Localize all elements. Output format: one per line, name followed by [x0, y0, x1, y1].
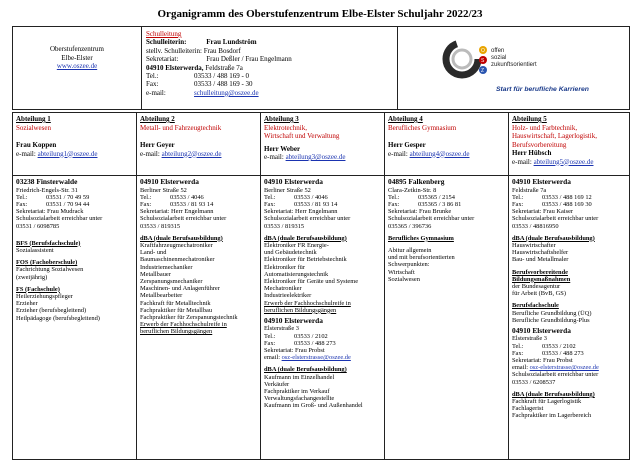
col3-street: Berliner Straße 52 — [264, 186, 311, 194]
deputy-label: stellv. Schulleiterin: — [146, 46, 202, 55]
department-3-email-label: e-mail: — [264, 153, 284, 161]
departments-table — [12, 112, 630, 460]
school-name-line2: Elbe-Elster — [61, 53, 93, 62]
department-5-subject-line1: Holz- und Farbtechnik, — [512, 123, 578, 132]
col3-dba-item: und Gebäudetechnik — [264, 249, 317, 257]
col4-tel: 035365 / 2154 — [418, 193, 455, 201]
col5-social2-line1: Schulsozialarbeit erreichbar unter — [512, 371, 599, 379]
col5-bv-heading-line1: Berufsvorbereitende — [512, 268, 568, 276]
col5-bv-heading-line2: Bildungsmaßnahmen — [512, 275, 571, 283]
col3-dba-item: Elektroniker für — [264, 263, 305, 271]
col4-bg-item: Wirtschaft — [388, 268, 415, 276]
col2-social-line1: Schulsozialarbeit erreichbar unter — [140, 215, 227, 223]
department-2-subject: Metall- und Fahrzeugtechnik — [140, 123, 222, 132]
col1-secretary: Sekretariat: Frau Mudrack — [16, 208, 84, 216]
col3-dba2-heading: dBA (duale Berufsausbildung) — [264, 366, 347, 374]
department-1-heading: Abteilung 1 — [16, 115, 51, 123]
col5-bs-heading: Berufsfachschule — [512, 302, 559, 310]
col1-fs-item: Heilpädagoge (berufsbegleitend) — [16, 314, 100, 322]
col2-dba-item: Industriemechaniker — [140, 263, 193, 271]
department-2-email-link[interactable]: abteilung2@oszee.de — [161, 149, 222, 158]
leadership-email-link[interactable]: schulleitung@oszee.de — [194, 88, 259, 97]
col2-dba-heading: dBA (duale Berufsausbildung) — [140, 234, 223, 242]
col3-dba-heading: dBA (duale Berufsausbildung) — [264, 234, 347, 242]
col4-social-line1: Schulsozialarbeit erreichbar unter — [388, 215, 475, 223]
col3-dba2-item: Kaufmann im Groß- und Außenhandel — [264, 402, 363, 410]
department-1-email-link[interactable]: abteilung1@oszee.de — [37, 149, 98, 158]
col5-street: Feldstraße 7a — [512, 186, 547, 194]
department-2-head: Herr Geyer — [140, 141, 175, 149]
col2-fax: 03533 / 81 93 14 — [170, 200, 214, 208]
col4-city: 04895 Falkenberg — [388, 177, 445, 186]
department-3-body: 04910 Elsterwerda Berliner Straße 52 Tel.: 03533 / 4046 Fax: 03533 / 81 93 14 Sekretariat: Herr Engelmann Schulsozialarbeit erreichbar unter 03533 / 819315 dBA (duale Berufsausbildung) Elektroniker FR Energie- und Gebäudetechnik Elektroniker für Betriebstechnik Elektroniker für Automatisierungstechnik Elektroniker für Geräte und Systeme Mechatroniker Industrieelektriker Erwerb der Fachhochschulreife in beruflichen Bildungsgängen 04910 Elsterwerda Elsterstraße 3 Tel.: 03533 / 2102 Fax: 03533 / 488 273 Sekretariat: Frau Probst email: osz-elsterstrasse@oszee.de dBA (duale Berufsausbildung) Kaufmann im Einzelhandel Verkäufer Fachpraktiker im Verkauf Verwaltungsfachangestellte Kaufmann im Groß- und Außenhandel — [261, 176, 385, 460]
col5-bs-item: Berufliche Grundbildung (ÜQ) — [512, 309, 592, 317]
col2-social-line2: 03533 / 819315 — [140, 222, 181, 230]
department-2-email-label: e-mail: — [140, 149, 160, 158]
col2-dba-item: Fachpraktiker für Zerspanungstechnik — [140, 313, 238, 321]
department-1-email-label: e-mail: — [16, 149, 36, 158]
col5-social-line1: Schulsozialarbeit erreichbar unter — [512, 215, 599, 223]
department-4-body: 04895 Falkenberg Clara-Zetkin-Str. 8 Tel.: 035365 / 2154 Fax: 035365 / 3 86 81 Sekretariat: Frau Brunke Schulsozialarbeit erreichbar unter 035365 / 396736 Berufliches Gymnasium Abitur allgemein und mit berufsorientierten Schwerpunkten: Wirtschaft Sozialwesen — [385, 176, 509, 460]
col5-dba2-heading: dBA (duale Berufsausbildung) — [512, 390, 595, 398]
department-4-head: Herr Gesper — [388, 141, 426, 149]
col1-fs-heading: FS (Fachschule) — [16, 285, 60, 293]
col3-dba-item: Elektroniker FR Energie- — [264, 241, 329, 249]
col3-social-line1: Schulsozialarbeit erreichbar unter — [264, 215, 351, 223]
department-4-subject: Berufliches Gymnasium — [388, 123, 457, 132]
col3-dba2-item: Fachpraktiker im Verkauf — [264, 388, 330, 396]
col5-bv-item: für Arbeit (BvB, GS) — [512, 290, 566, 298]
department-3-email-link[interactable]: abteilung3@oszee.de — [285, 153, 346, 161]
col1-city: 03238 Finsterwalde — [16, 177, 78, 186]
departments-header-row — [13, 113, 630, 176]
department-1-subject: Sozialwesen — [16, 123, 51, 132]
deputy-name: Frau Bosdorf — [203, 46, 241, 55]
col5-fax: 03533 / 488 169 30 — [542, 200, 592, 208]
col4-bg-item: und mit berufsorientierten — [388, 254, 455, 262]
department-5-head: Herr Hübsch — [512, 149, 552, 157]
col1-fos-heading: FOS (Fachoberschule) — [16, 259, 78, 267]
col3-dba-item: Automatisierungstechnik — [264, 270, 329, 278]
leadership-street: Feldstraße 7a — [205, 63, 243, 72]
header-table — [12, 26, 630, 110]
department-3-head: Herr Weber — [264, 144, 301, 153]
col5-dba-heading: dBA (duale Berufsausbildung) — [512, 234, 595, 242]
fax-label: Fax: — [146, 80, 159, 89]
col4-bg-heading: Berufliches Gymnasium — [388, 234, 454, 242]
col3-email2-label: email: — [264, 354, 280, 362]
col2-city: 04910 Elsterwerda — [140, 177, 199, 186]
col3-secretary: Sekretariat: Herr Engelmann — [264, 208, 338, 216]
department-2-header — [137, 113, 261, 176]
col5-email2-label: email: — [512, 364, 528, 372]
col5-bs-item: Berufliche Grundbildung-Plus — [512, 316, 590, 324]
department-4-heading: Abteilung 4 — [388, 115, 423, 123]
col2-dba-item: Maschinen- und Anlagenführer — [140, 285, 220, 293]
department-2-body: 04910 Elsterwerda Berliner Straße 52 Tel.: 03533 / 4046 Fax: 03533 / 81 93 14 Sekretariat: Herr Engelmann Schulsozialarbeit erreichbar unter 03533 / 819315 dBA (duale Berufsausbildung) Kraftfahrzeugmechatroniker Land- und Baumaschinenmechatroniker Industriemechaniker Metallbauer Zerspanungsmechaniker Maschinen- und Anlagenführer Metallbearbeiter Fachkraft für Metalltechnik Fachpraktiker für Metallbau Fachpraktiker für Zerspanungstechnik Erwerb der Fachhochschulreife in beruflichen Bildungsgängen — [137, 176, 261, 460]
col5-dba2-item: Fachpraktiker im Lagerbereich — [512, 412, 592, 420]
col5-dba-item: Hauswirtschafter — [512, 241, 556, 249]
col1-fos-item: (zweijährig) — [16, 273, 48, 281]
col2-dba-item: Fachpraktiker für Metallbau — [140, 306, 213, 314]
col3-email2-link[interactable]: osz-elsterstrasse@oszee.de — [281, 354, 351, 362]
logo-letter-z: Z — [481, 68, 485, 74]
col1-fos-item: Fachrichtung Sozialwesen — [16, 266, 84, 274]
col5-social2-line2: 03533 / 6208537 — [512, 378, 556, 386]
department-2-heading: Abteilung 2 — [140, 115, 175, 123]
col1-fs-item: Heilerziehungspfleger — [16, 292, 73, 300]
department-5-email-label: e-mail: — [512, 157, 532, 166]
leadership-city: 04910 Elsterwerda, — [146, 63, 204, 72]
col4-bg-item: Abitur allgemein — [388, 246, 432, 254]
col5-bv-item: der Bundesagentur — [512, 282, 561, 290]
col2-dba-item: Fachkraft für Metalltechnik — [140, 299, 211, 307]
department-3-header — [261, 113, 385, 176]
col3-dba-item: Mechatroniker — [264, 285, 302, 293]
department-1-header — [13, 113, 137, 176]
col5-dba2-item: Fachkraft für Lagerlogistik — [512, 398, 582, 406]
col5-social-line2: 03533 / 48816950 — [512, 222, 559, 230]
col3-fax: 03533 / 81 93 14 — [294, 200, 338, 208]
col4-bg-item: Schwerpunkten: — [388, 261, 430, 269]
col3-dba2-item: Kaufmann im Einzelhandel — [264, 373, 335, 381]
department-5-subject-line3: Berufsvorbereitung — [512, 140, 567, 149]
department-5-subject-line2: Hauswirtschaft, Lagerlogistik, — [512, 132, 597, 140]
col3-dba2-item: Verwaltungsfachangestellte — [264, 395, 335, 403]
col2-dba-item: Metallbearbeiter — [140, 292, 183, 300]
col5-dba-item: Bau- und Metallmaler — [512, 256, 569, 264]
col5-tel: 03533 / 488 169 12 — [542, 193, 592, 201]
department-3-heading: Abteilung 3 — [264, 115, 299, 123]
logo-line3: zukunftsorientiert — [491, 62, 537, 68]
col1-bfs-item: Sozialassistent — [16, 246, 54, 254]
col3-city: 04910 Elsterwerda — [264, 177, 323, 186]
col1-street: Friedrich-Engels-Str. 31 — [16, 186, 78, 194]
osz-logo — [398, 27, 629, 109]
logo-letter-s: S — [481, 58, 485, 64]
department-5-heading: Abteilung 5 — [512, 115, 547, 123]
school-website-link[interactable]: www.oszee.de — [56, 62, 98, 70]
col4-secretary: Sekretariat: Frau Brunke — [388, 208, 452, 216]
school-cell — [13, 27, 142, 110]
col3-dba2-item: Verkäufer — [264, 380, 290, 388]
col3-street2: Elsterstraße 3 — [264, 325, 299, 333]
col3-dba-item: Elektroniker für Geräte und Systeme — [264, 277, 359, 285]
col5-dba2-item: Fachlagerist — [512, 405, 544, 413]
col3-secretary2: Sekretariat: Frau Probst — [264, 347, 325, 355]
department-3-subject-line2: Wirtschaft und Verwaltung — [264, 132, 340, 140]
col3-dba-item: Industrieelektriker — [264, 292, 312, 300]
email-label: e-mail: — [146, 88, 166, 97]
col2-secretary: Sekretariat: Herr Engelmann — [140, 208, 214, 216]
tel-label: Tel.: — [146, 72, 159, 81]
department-1-head: Frau Koppen — [16, 141, 57, 149]
col2-dba-item: Metallbauer — [140, 270, 171, 278]
leadership-tel: 03533 / 488 169 - 0 — [194, 72, 250, 81]
col1-fs-item: Erzieher (berufsbegleitend) — [16, 307, 87, 315]
leadership-heading: Schulleitung — [146, 30, 182, 38]
logo-letter-o: O — [481, 48, 485, 54]
school-name-line1: Oberstufenzentrum — [49, 45, 105, 53]
col4-social-line2: 035365 / 396736 — [388, 222, 432, 230]
head-label: Schulleiterin: — [146, 38, 187, 47]
department-4-email-link[interactable]: abteilung4@oszee.de — [409, 149, 470, 158]
department-5-email-link[interactable]: abteilung5@oszee.de — [533, 157, 594, 166]
col2-tel: 03533 / 4046 — [170, 193, 204, 201]
col3-fax2: 03533 / 488 273 — [294, 339, 336, 347]
col4-bg-item: Sozialwesen — [388, 275, 420, 283]
col3-social-line2: 03533 / 819315 — [264, 222, 305, 230]
col5-city: 04910 Elsterwerda — [512, 177, 571, 186]
department-1-body: 03238 Finsterwalde Friedrich-Engels-Str. 31 Tel.: 03531 / 70 49 59 Fax: 03531 / 70 94 44 Sekretariat: Frau Mudrack Schulsozialarbeit erreichbar unter 03531 / 6098785 BFS (Berufsfachschule) Sozialassistent FOS (Fachoberschule) Fachrichtung Sozialwesen (zweijährig) FS (Fachschule) Heilerziehungspfleger Erzieher Erzieher (berufsbegleitend) Heilpädagoge (berufsbegleitend) — [13, 176, 137, 460]
col3-tel: 03533 / 4046 — [294, 193, 328, 201]
col4-fax: 035365 / 3 86 81 — [418, 200, 462, 208]
page-title: Organigramm des Oberstufenzentrum Elbe-Elster Schuljahr 2022/23 — [157, 8, 483, 20]
department-4-header — [385, 113, 509, 176]
logo-cell — [398, 27, 630, 110]
leadership-cell — [142, 27, 398, 110]
col5-email2-link[interactable]: osz-elsterstrasse@oszee.de — [529, 364, 599, 372]
col3-tel2: 03533 / 2102 — [294, 332, 328, 340]
col1-fs-item: Erzieher — [16, 300, 38, 308]
col3-city2: 04910 Elsterwerda — [264, 315, 323, 325]
col1-bfs-heading: BFS (Berufsfachschule) — [16, 239, 81, 247]
col1-fax: 03531 / 70 94 44 — [46, 200, 90, 208]
head-name: Frau Lundström — [206, 38, 257, 47]
col2-dba-item: Zerspanungsmechaniker — [140, 277, 203, 285]
logo-slogan: Start für berufliche Karrieren — [496, 86, 589, 93]
col5-dba-item: Hauswirtschaftshelfer — [512, 249, 569, 257]
col4-street: Clara-Zetkin-Str. 8 — [388, 186, 437, 194]
department-3-subject-line1: Elektrotechnik, — [264, 123, 307, 132]
logo-line1: offen — [491, 48, 505, 54]
col3-dba-item: Elektroniker für Betriebstechnik — [264, 256, 347, 264]
col2-dba-item: Baumaschinenmechatroniker — [140, 256, 215, 264]
col5-secretary: Sekretariat: Frau Kaiser — [512, 208, 574, 216]
logo-line2: sozial — [491, 55, 507, 61]
departments-body-row — [13, 176, 630, 460]
leadership-fax: 03533 / 488 169 - 30 — [194, 80, 253, 89]
col5-city2: 04910 Elsterwerda — [512, 325, 571, 335]
col1-tel: 03531 / 70 49 59 — [46, 193, 90, 201]
col5-fax2: 03533 / 488 273 — [542, 349, 584, 357]
col1-social-line2: 03531 / 6098785 — [16, 222, 60, 230]
col2-dba-item: Kraftfahrzeugmechatroniker — [140, 241, 213, 249]
department-4-email-label: e-mail: — [388, 149, 408, 158]
col2-street: Berliner Straße 52 — [140, 186, 187, 194]
col2-note: Erwerb der Fachhochschulreife in beruflichen Bildungsgängen — [140, 321, 227, 336]
col2-dba-item: Land- und — [140, 249, 167, 257]
col5-tel2: 03533 / 2102 — [542, 342, 576, 350]
secretary-label: Sekretariat: — [146, 55, 179, 64]
department-5-header — [509, 113, 630, 176]
col3-note: Erwerb der Fachhochschulreife in beruflichen Bildungsgängen — [264, 299, 351, 314]
col1-social-line1: Schulsozialarbeit erreichbar unter — [16, 215, 103, 223]
secretary-name: Frau Deßler / Frau Engelmann — [206, 55, 292, 64]
col5-street2: Elsterstraße 3 — [512, 335, 547, 343]
col5-secretary2: Sekretariat: Frau Probst — [512, 357, 573, 365]
department-5-body: 04910 Elsterwerda Feldstraße 7a Tel.: 03533 / 488 169 12 Fax: 03533 / 488 169 30 Sekretariat: Frau Kaiser Schulsozialarbeit erreichbar unter 03533 / 48816950 dBA (duale Berufsausbildung) Hauswirtschafter Hauswirtschaftshelfer Bau- und Metallmaler Berufsvorbereitende Bildungsmaßnahmen der Bundesagentur für Arbeit (BvB, GS) Berufsfachschule Berufliche Grundbildung (ÜQ) Berufliche Grundbildung-Plus 04910 Elsterwerda Elsterstraße 3 Tel.: 03533 / 2102 Fax: 03533 / 488 273 Sekretariat: Frau Probst email: osz-elsterstrasse@oszee.de Schulsozialarbeit erreichbar unter 03533 / 6208537 dBA (duale Berufsausbildung) Fachkraft für Lagerlogistik Fachlagerist Fachpraktiker im Lagerbereich — [509, 176, 630, 460]
